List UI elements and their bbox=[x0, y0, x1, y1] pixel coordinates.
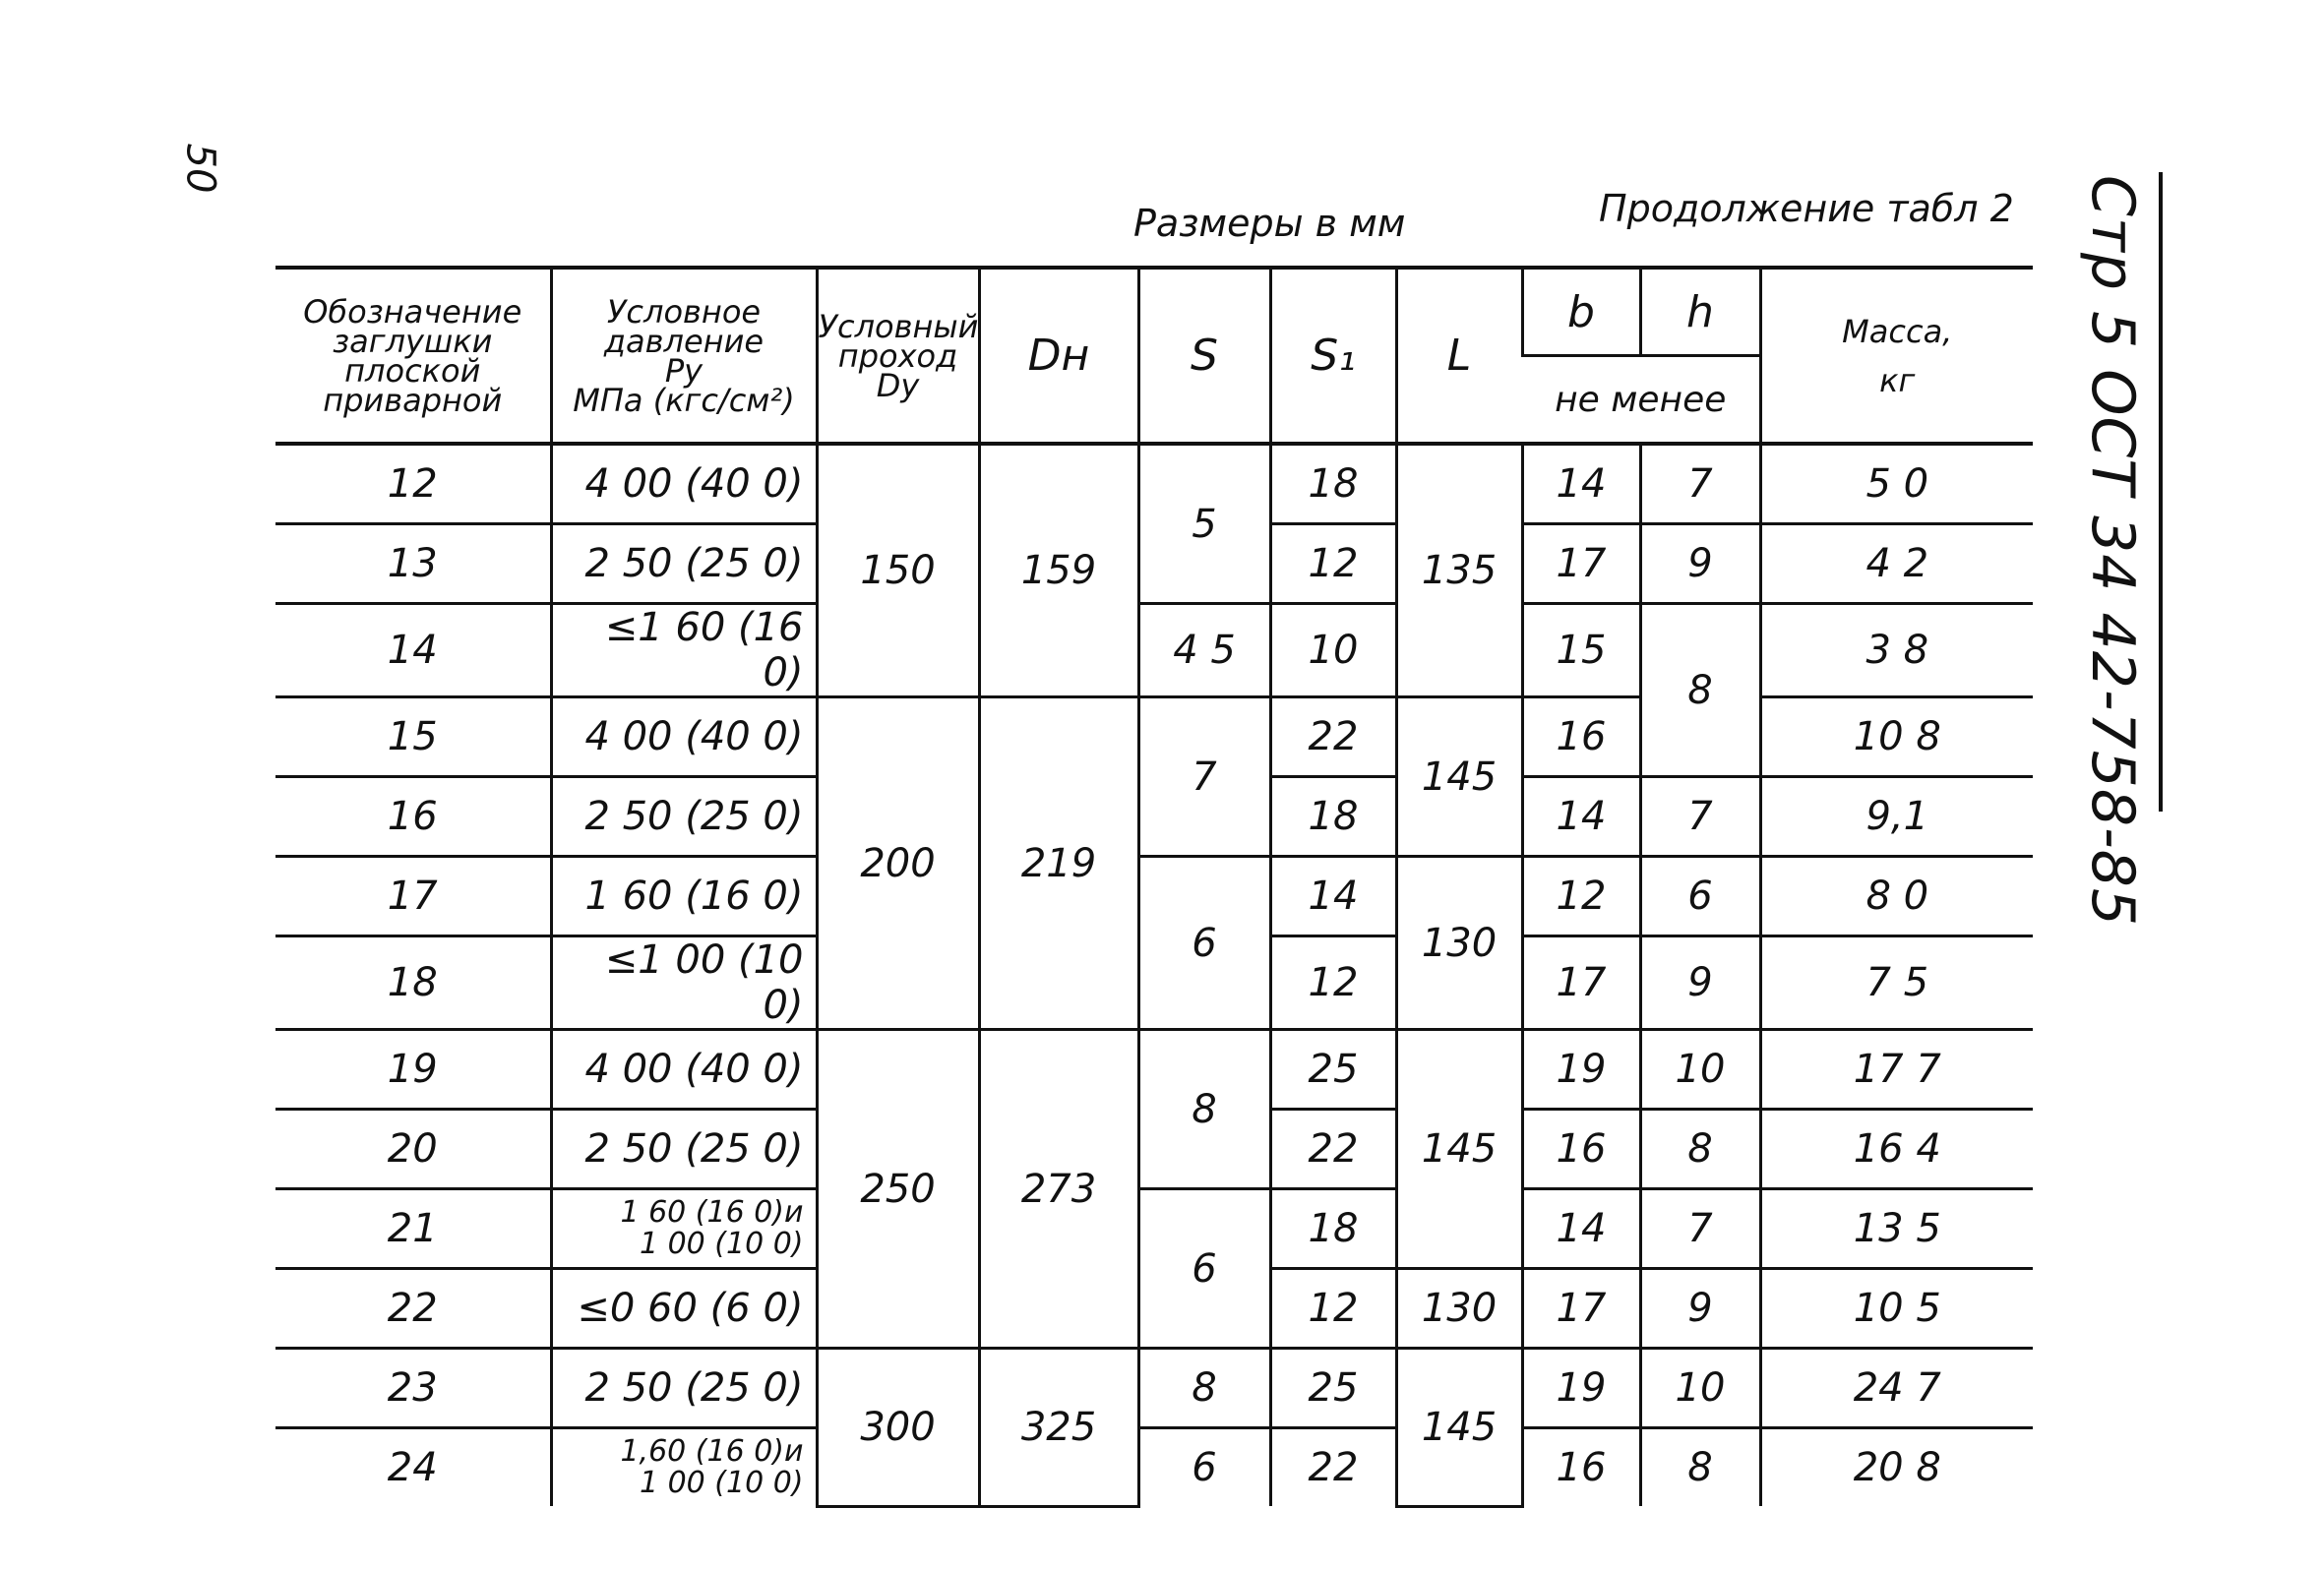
cell-mass: 4 2 bbox=[1760, 524, 2033, 604]
cell-s1: 25 bbox=[1270, 1349, 1396, 1428]
cell-pressure-line: 1 00 (10 0) bbox=[639, 1466, 804, 1500]
cell-h: 8 bbox=[1640, 1110, 1760, 1189]
cell-l: 130 bbox=[1396, 857, 1522, 1030]
header-mass-line: Масса, bbox=[1842, 312, 1953, 350]
cell-num: 19 bbox=[275, 1030, 551, 1110]
cell-s1: 18 bbox=[1270, 777, 1396, 857]
header-designation-line: Обозначение bbox=[303, 292, 522, 331]
cell-b: 17 bbox=[1522, 936, 1640, 1030]
header-pressure-line: Условное bbox=[606, 292, 762, 331]
cell-s1: 22 bbox=[1270, 697, 1396, 777]
header-pressure-line: МПа (кгс/см²) bbox=[573, 381, 795, 419]
cell-b: 16 bbox=[1522, 697, 1640, 777]
cell-num: 20 bbox=[275, 1110, 551, 1189]
cell-dn: 325 bbox=[979, 1349, 1138, 1507]
cell-l: 145 bbox=[1396, 1349, 1522, 1507]
cell-b: 19 bbox=[1522, 1030, 1640, 1110]
header-pressure-line: Ру bbox=[664, 351, 703, 390]
cell-h: 10 bbox=[1640, 1349, 1760, 1428]
cell-h: 8 bbox=[1640, 1428, 1760, 1507]
cell-pressure: 2 50 (25 0) bbox=[551, 1110, 817, 1189]
cell-h: 9 bbox=[1640, 1269, 1760, 1349]
cell-pressure bbox=[551, 1189, 817, 1269]
cell-s: 4 5 bbox=[1138, 604, 1270, 697]
cell-dn: 159 bbox=[979, 444, 1138, 697]
table-row bbox=[275, 1189, 2033, 1269]
cell-pressure: 4 00 (40 0) bbox=[551, 1030, 817, 1110]
header-designation bbox=[275, 268, 551, 444]
cell-pressure: 2 50 (25 0) bbox=[551, 777, 817, 857]
cell-b: 19 bbox=[1522, 1349, 1640, 1428]
cell-mass: 20 8 bbox=[1760, 1428, 2033, 1507]
cell-num: 17 bbox=[275, 857, 551, 936]
cell-s: 6 bbox=[1138, 1189, 1270, 1349]
cell-num: 23 bbox=[275, 1349, 551, 1428]
table-row bbox=[275, 697, 2033, 777]
cell-mass: 10 5 bbox=[1760, 1269, 2033, 1349]
header-passage bbox=[817, 268, 979, 444]
cell-s: 5 bbox=[1138, 444, 1270, 604]
cell-l: 145 bbox=[1396, 697, 1522, 857]
cell-num: 21 bbox=[275, 1189, 551, 1269]
cell-pressure: ≤0 60 (6 0) bbox=[551, 1269, 817, 1349]
cell-h: 10 bbox=[1640, 1030, 1760, 1110]
cell-num: 18 bbox=[275, 936, 551, 1030]
table-row bbox=[275, 1349, 2033, 1428]
dimensions-table-wrap bbox=[275, 266, 2033, 1508]
cell-pressure: 1 60 (16 0) bbox=[551, 857, 817, 936]
cell-pressure: 4 00 (40 0) bbox=[551, 697, 817, 777]
cell-mass: 24 7 bbox=[1760, 1349, 2033, 1428]
header-s1: S₁ bbox=[1270, 268, 1396, 444]
cell-l: 135 bbox=[1396, 444, 1522, 697]
header-pressure bbox=[551, 268, 817, 444]
cell-mass: 5 0 bbox=[1760, 444, 2033, 524]
dimensions-table bbox=[275, 266, 2033, 1508]
table-row bbox=[275, 604, 2033, 697]
cell-h: 7 bbox=[1640, 1189, 1760, 1269]
header-s: S bbox=[1138, 268, 1270, 444]
cell-mass: 13 5 bbox=[1760, 1189, 2033, 1269]
document-code: Стр 5 ОСТ 34 42-758-85 bbox=[2078, 175, 2147, 928]
cell-h: 9 bbox=[1640, 936, 1760, 1030]
cell-num: 13 bbox=[275, 524, 551, 604]
cell-mass: 16 4 bbox=[1760, 1110, 2033, 1189]
cell-b: 15 bbox=[1522, 604, 1640, 697]
header-h: h bbox=[1640, 268, 1760, 356]
table-header bbox=[275, 268, 2033, 444]
cell-mass: 10 8 bbox=[1760, 697, 2033, 777]
cell-mass: 17 7 bbox=[1760, 1030, 2033, 1110]
cell-num: 16 bbox=[275, 777, 551, 857]
cell-s1: 18 bbox=[1270, 444, 1396, 524]
header-passage-line: Dу bbox=[876, 366, 920, 404]
header-not-less: не менее bbox=[1522, 356, 1760, 445]
cell-mass: 9,1 bbox=[1760, 777, 2033, 857]
cell-dn: 273 bbox=[979, 1030, 1138, 1349]
cell-b: 17 bbox=[1522, 1269, 1640, 1349]
continuation-caption: Продолжение табл 2 bbox=[1599, 187, 2014, 230]
cell-s1: 12 bbox=[1270, 936, 1396, 1030]
cell-s1: 18 bbox=[1270, 1189, 1396, 1269]
cell-pressure-line: 1 60 (16 0)и bbox=[620, 1195, 804, 1230]
cell-b: 14 bbox=[1522, 444, 1640, 524]
cell-s1: 14 bbox=[1270, 857, 1396, 936]
table-body bbox=[275, 444, 2033, 1506]
cell-h: 7 bbox=[1640, 777, 1760, 857]
cell-s: 6 bbox=[1138, 1428, 1270, 1507]
cell-num: 15 bbox=[275, 697, 551, 777]
cell-s1: 22 bbox=[1270, 1428, 1396, 1507]
header-designation-line: заглушки bbox=[333, 322, 493, 360]
cell-mass: 8 0 bbox=[1760, 857, 2033, 936]
header-mass-line: кг bbox=[1879, 361, 1916, 399]
cell-pressure bbox=[551, 1428, 817, 1507]
cell-b: 14 bbox=[1522, 777, 1640, 857]
cell-h: 8 bbox=[1640, 604, 1760, 777]
table-row bbox=[275, 857, 2033, 936]
header-designation-line: приварной bbox=[323, 381, 503, 419]
cell-pressure: 4 00 (40 0) bbox=[551, 444, 817, 524]
cell-dy: 250 bbox=[817, 1030, 979, 1349]
header-designation-line: плоской bbox=[344, 351, 481, 390]
table-row bbox=[275, 1428, 2033, 1507]
header-passage-line: Условный bbox=[818, 307, 979, 345]
cell-l: 145 bbox=[1396, 1030, 1522, 1269]
cell-num: 22 bbox=[275, 1269, 551, 1349]
cell-s1: 12 bbox=[1270, 1269, 1396, 1349]
cell-h: 7 bbox=[1640, 444, 1760, 524]
table-row bbox=[275, 1030, 2033, 1110]
cell-num: 14 bbox=[275, 604, 551, 697]
cell-dy: 200 bbox=[817, 697, 979, 1030]
header-mass bbox=[1760, 268, 2033, 444]
cell-pressure: 2 50 (25 0) bbox=[551, 1349, 817, 1428]
cell-s: 8 bbox=[1138, 1030, 1270, 1189]
cell-mass: 3 8 bbox=[1760, 604, 2033, 697]
page-number: 50 bbox=[177, 143, 223, 194]
cell-b: 14 bbox=[1522, 1189, 1640, 1269]
cell-num: 12 bbox=[275, 444, 551, 524]
cell-s: 6 bbox=[1138, 857, 1270, 1030]
cell-dn: 219 bbox=[979, 697, 1138, 1030]
cell-pressure: ≤1 60 (16 0) bbox=[551, 604, 817, 697]
cell-s: 7 bbox=[1138, 697, 1270, 857]
cell-b: 12 bbox=[1522, 857, 1640, 936]
cell-h: 9 bbox=[1640, 524, 1760, 604]
cell-b: 16 bbox=[1522, 1110, 1640, 1189]
cell-b: 17 bbox=[1522, 524, 1640, 604]
cell-s: 8 bbox=[1138, 1349, 1270, 1428]
header-passage-line: проход bbox=[837, 336, 958, 375]
header-b: b bbox=[1522, 268, 1640, 356]
cell-pressure-line: 1,60 (16 0)и bbox=[620, 1434, 804, 1469]
cell-pressure: ≤1 00 (10 0) bbox=[551, 936, 817, 1030]
cell-pressure-line: 1 00 (10 0) bbox=[639, 1227, 804, 1261]
cell-dy: 150 bbox=[817, 444, 979, 697]
cell-mass: 7 5 bbox=[1760, 936, 2033, 1030]
cell-s1: 25 bbox=[1270, 1030, 1396, 1110]
cell-b: 16 bbox=[1522, 1428, 1640, 1507]
cell-dy: 300 bbox=[817, 1349, 979, 1507]
cell-h: 6 bbox=[1640, 857, 1760, 936]
sizes-caption: Размеры в мм bbox=[1133, 202, 1406, 245]
cell-s1: 22 bbox=[1270, 1110, 1396, 1189]
cell-s1: 10 bbox=[1270, 604, 1396, 697]
header-pressure-line: давление bbox=[603, 322, 764, 360]
cell-s1: 12 bbox=[1270, 524, 1396, 604]
cell-pressure: 2 50 (25 0) bbox=[551, 524, 817, 604]
header-dn: Dн bbox=[979, 268, 1138, 444]
cell-num: 24 bbox=[387, 1445, 438, 1490]
cell-l: 130 bbox=[1396, 1269, 1522, 1349]
table-row bbox=[275, 444, 2033, 524]
header-l: L bbox=[1396, 268, 1522, 444]
